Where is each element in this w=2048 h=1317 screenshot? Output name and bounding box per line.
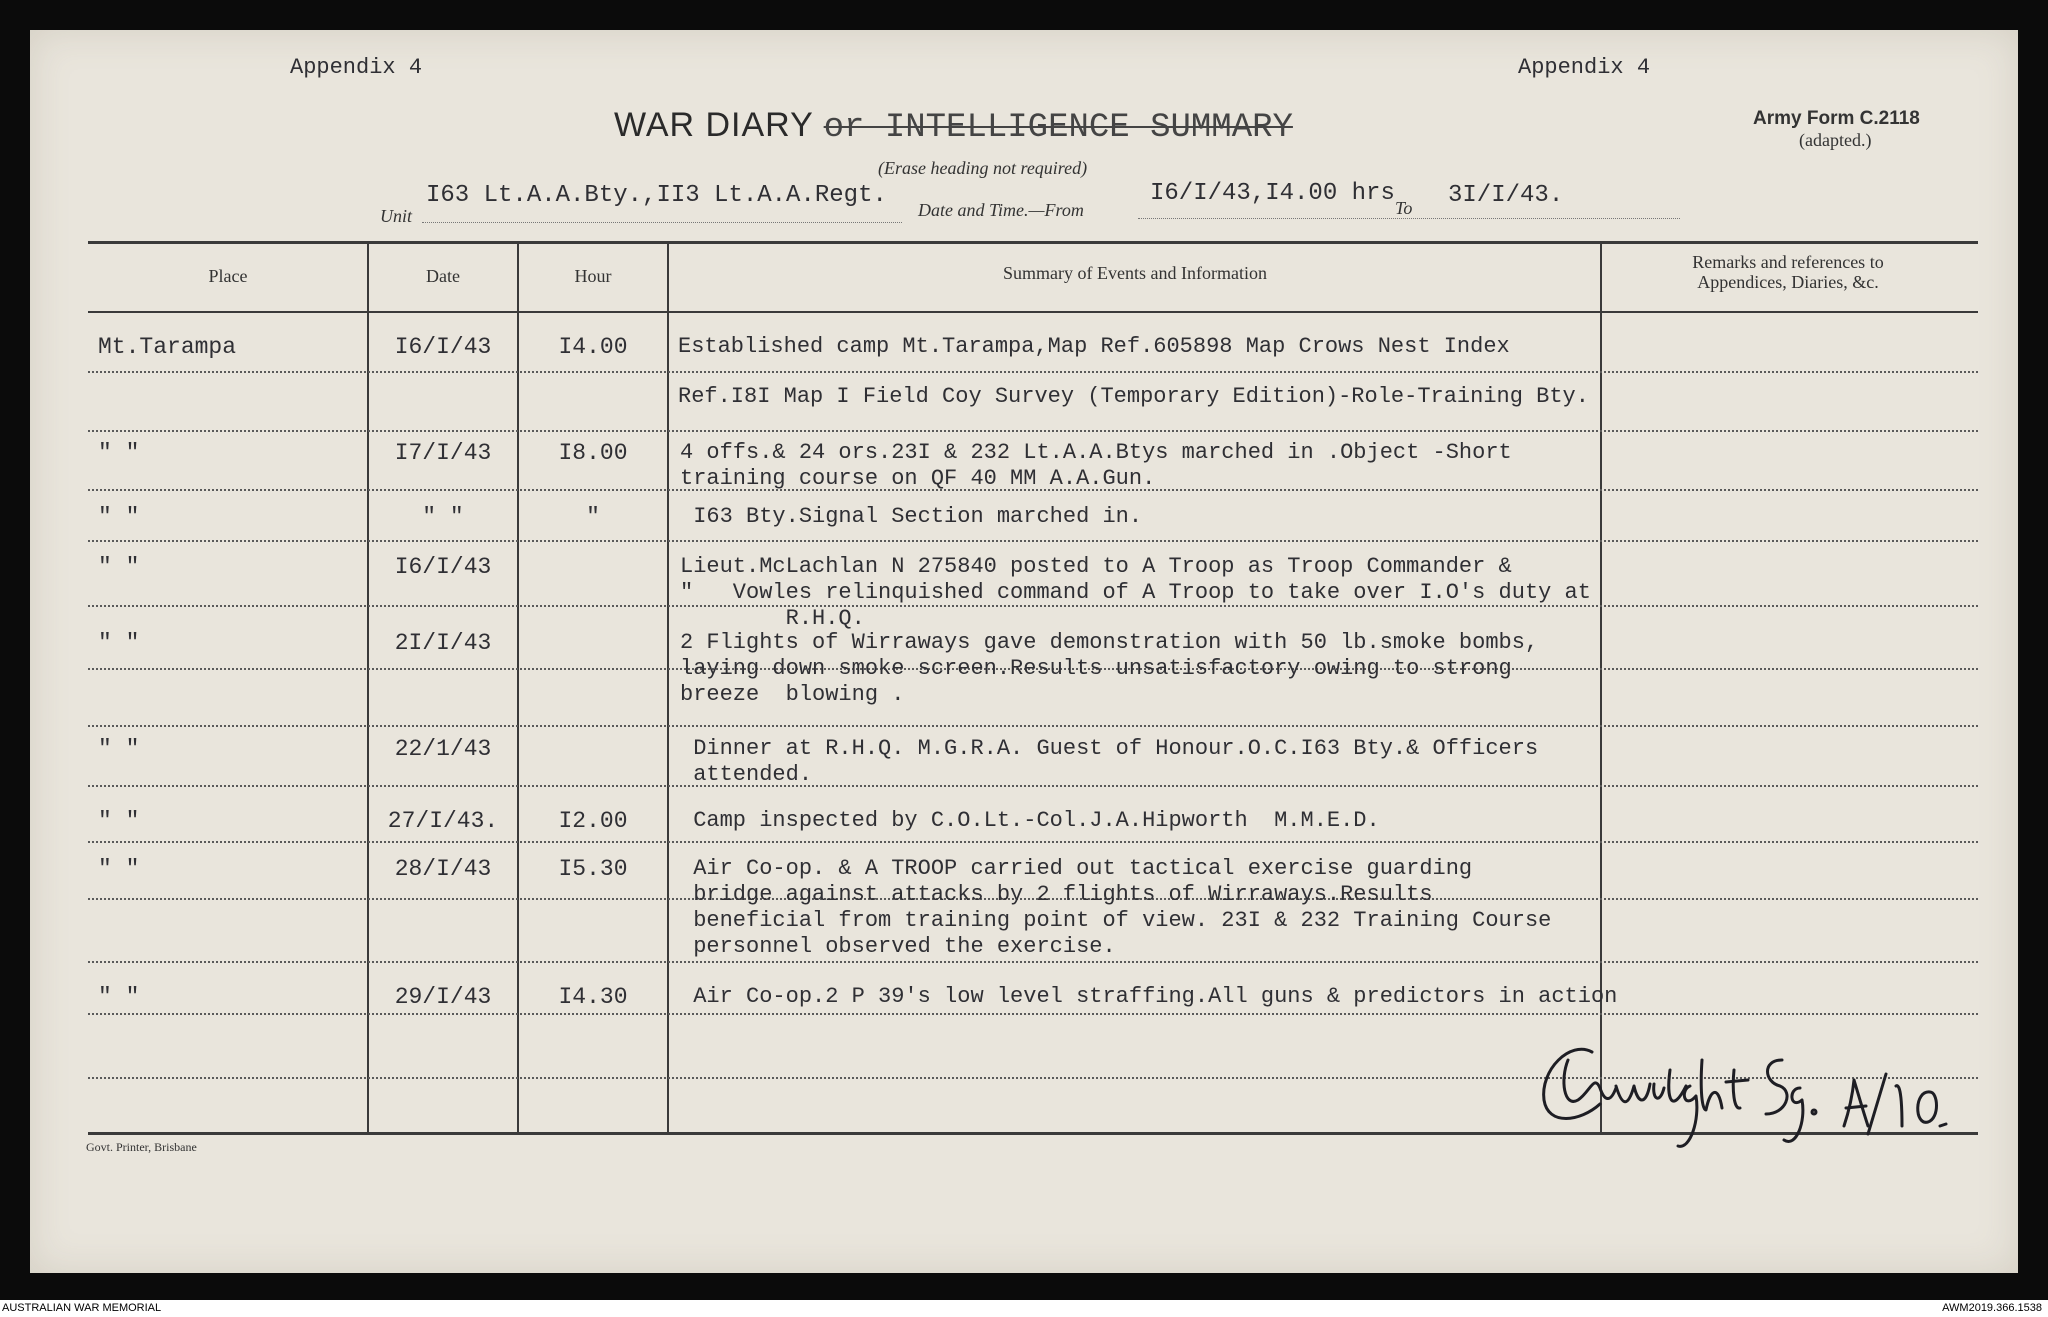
title-struck-intelligence-summary: or INTELLIGENCE SUMMARY <box>823 109 1293 147</box>
row-4-date: " " <box>422 504 464 530</box>
row-rule <box>88 540 1978 542</box>
diary-page <box>30 30 2018 1273</box>
row-rule <box>88 725 1978 727</box>
row-rule <box>88 961 1978 963</box>
row-rule <box>88 371 1978 373</box>
from-value: I6/I/43,I4.00 hrs <box>1150 180 1395 207</box>
to-value: 3I/I/43. <box>1448 182 1564 209</box>
row-3-date: I7/I/43 <box>394 440 492 466</box>
row-5-date: I6/I/43 <box>394 554 492 580</box>
unit-value: I63 Lt.A.A.Bty.,II3 Lt.A.A.Regt. <box>426 182 887 209</box>
army-form-number: Army Form C.2118 <box>1753 108 1920 129</box>
archive-name: AUSTRALIAN WAR MEMORIAL <box>2 1302 162 1314</box>
row-10-date: 29/I/43 <box>394 984 492 1010</box>
form-title <box>614 106 1293 147</box>
row-1-summary: Established camp Mt.Tarampa,Map Ref.605898 Map Crows Nest Index <box>678 334 1510 359</box>
unit-dotted-line <box>422 222 902 223</box>
row-6-summary: 2 Flights of Wirraways gave demonstration with 50 lb.smoke bombs, laying down smoke screen.Results unsatisfactory owing to strong breeze blowing . <box>680 630 1539 707</box>
row-8-hour: I2.00 <box>558 808 628 834</box>
remarks-header-line-1: Remarks and references to <box>1692 252 1884 272</box>
row-3-summary: 4 offs.& 24 ors.23I & 232 Lt.A.A.Btys marched in .Object -Short training course on QF 40 MM A.A.Gun. <box>680 440 1512 491</box>
row-8-summary: Camp inspected by C.O.Lt.-Col.J.A.Hipworth M.M.E.D. <box>680 808 1380 833</box>
row-10-place: " " <box>98 984 140 1010</box>
row-4-summary: I63 Bty.Signal Section marched in. <box>680 504 1143 529</box>
row-7-summary: Dinner at R.H.Q. M.G.R.A. Guest of Honour.O.C.I63 Bty.& Officers attended. <box>693 736 1539 787</box>
row-6-place: " " <box>98 630 140 656</box>
table-header-rule <box>88 311 1978 313</box>
date-dotted-line <box>1138 218 1680 219</box>
column-header-remarks <box>1602 252 1974 292</box>
row-8-date: 27/I/43. <box>387 808 499 834</box>
column-header-hour: Hour <box>574 266 612 286</box>
appendix-label-left: Appendix 4 <box>290 55 423 80</box>
column-header-summary: Summary of Events and Information <box>1003 263 1267 283</box>
row-9-summary: Air Co-op. & A TROOP carried out tactical exercise guarding bridge against attacks by 2 flights of Wirraways.Results beneficial from training point of view. 23I & 232 Training Course personnel observed the exercise. <box>693 856 1552 959</box>
row-9-date: 28/I/43 <box>394 856 492 882</box>
column-header-date: Date <box>426 266 460 286</box>
row-rule <box>88 1013 1978 1015</box>
row-9-hour: I5.30 <box>558 856 628 882</box>
title-war-diary: WAR DIARY <box>614 106 824 144</box>
date-time-label: Date and Time.—From <box>918 200 1084 220</box>
printer-imprint: Govt. Printer, Brisbane <box>86 1140 197 1154</box>
erase-note: (Erase heading not required) <box>878 158 1088 178</box>
archive-reference: AWM2019.366.1538 <box>1942 1302 2042 1314</box>
to-label: To <box>1395 198 1413 218</box>
table-top-rule <box>88 241 1978 244</box>
column-header-place: Place <box>208 266 248 286</box>
appendix-label-right: Appendix 4 <box>1518 55 1651 80</box>
row-5-summary: Lieut.McLachlan N 275840 posted to A Troop as Troop Commander & " Vowles relinquished command of A Troop to take over I.O's duty at R.H.Q. <box>680 554 1591 631</box>
archive-footer <box>0 1300 2048 1317</box>
row-7-place: " " <box>98 736 140 762</box>
row-4-place: " " <box>98 504 140 530</box>
row-4-hour: " <box>586 504 600 530</box>
row-6-date: 2I/I/43 <box>394 630 492 656</box>
row-5-place: " " <box>98 554 140 580</box>
row-3-place: " " <box>98 440 140 466</box>
row-2-summary: Ref.I8I Map I Field Coy Survey (Temporary Edition)-Role-Training Bty. <box>678 384 1589 409</box>
row-1-place: Mt.Tarampa <box>98 334 237 360</box>
row-rule <box>88 841 1978 843</box>
remarks-header-line-2: Appendices, Diaries, &c. <box>1697 272 1879 292</box>
row-1-date: I6/I/43 <box>394 334 492 360</box>
row-10-hour: I4.30 <box>558 984 628 1010</box>
row-10-summary: Air Co-op.2 P 39's low level straffing.All guns & predictors in action <box>680 984 1618 1009</box>
handwritten-signature <box>1530 1030 1950 1150</box>
row-8-place: " " <box>98 808 140 834</box>
row-7-date: 22/1/43 <box>394 736 492 762</box>
adapted-note: (adapted.) <box>1799 130 1872 150</box>
unit-label: Unit <box>380 206 413 226</box>
row-3-hour: I8.00 <box>558 440 628 466</box>
row-1-hour: I4.00 <box>558 334 628 360</box>
row-rule <box>88 430 1978 432</box>
row-9-place: " " <box>98 856 140 882</box>
